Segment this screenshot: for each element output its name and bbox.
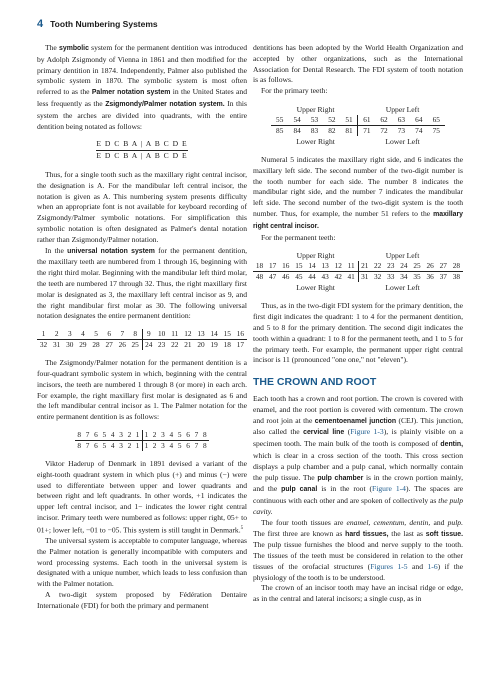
figure-1-5-link[interactable]: Figures 1-5 [370, 561, 408, 571]
tooth-number-cell: 84 [293, 125, 301, 135]
tooth-number-cell: 14 [306, 261, 319, 272]
tooth-number-cell: 62 [375, 115, 392, 126]
tooth-number-cell: 22 [171, 340, 179, 350]
tooth-number-cell: 27 [437, 261, 450, 272]
tooth-number-cell: 7 [83, 430, 91, 441]
paragraph-palmer-permanent: The Zsigmondy/Palmer notation for the permanent dentition is a four-quadrant symbolic system in which, beginning with the central incisors, the teeth are numbered 1 through 8 (or more) in each arch. For example, the right maxillary first molar is designated as 6 and the left mandibular central incisor as 1. The Palmer notation for the entire permanent dentition is as follows: [37, 358, 247, 422]
tooth-number-cell: 6 [103, 329, 116, 340]
tooth-number-cell: 15 [221, 329, 234, 340]
tooth-number-cell: 4 [167, 430, 175, 441]
tooth-number-cell: 31 [53, 340, 61, 350]
tooth-number-cell: 31 [361, 272, 369, 282]
arch-lower: E D C B A | A B C D E [96, 151, 188, 161]
tooth-number-cell: 46 [282, 272, 290, 282]
tooth-number-cell: 5 [102, 440, 107, 450]
tooth-number-cell: 6 [186, 440, 190, 450]
right-column [253, 43, 463, 605]
tooth-number-cell: 65 [428, 115, 445, 126]
tooth-number-cell: 9 [142, 329, 155, 340]
tooth-number-cell: 44 [308, 272, 316, 282]
tooth-number-cell: 5 [177, 440, 182, 450]
tooth-number-cell: 81 [341, 125, 358, 136]
tooth-number-cell: 24 [397, 261, 410, 272]
label-upper-right: Upper Right [296, 104, 335, 114]
tooth-number-cell: 15 [292, 261, 305, 272]
paragraph-fdi-permanent-explained: Thus, as in the two-digit FDI system for the primary dentition, the first digit indicates the quadrant: 1 to 4 for the permanent dentition, and 5 to 8 for the primary dentition. The second digit indicates the tooth within a quadrant: 1 to 8 for the permanent teeth, and 1 to 5 for the primary teeth. For example, the permanent upper right central incisor is 11 (pronounced "one one," not "eleven"). [253, 301, 463, 365]
paragraph-tooth-tissues: The four tooth tissues are enamel, cementum, dentin, and pulp. The first three are known as hard tissues, the last as soft tissue. The pulp tissue furnishes the blood and nerve supply to the tooth. The tissues of the teeth must be considered in relation to the other tissues of the orofacial structures (Figures 1-5 and 1-6) if the physiology of the tooth is to be understood. [253, 517, 464, 582]
tooth-number-cell: 48 [255, 272, 264, 282]
tooth-number-cell: 30 [66, 340, 74, 350]
tooth-number-cell: 13 [195, 329, 208, 340]
tooth-number-cell: 18 [223, 340, 231, 350]
fdi-permanent-lower-row [253, 272, 463, 283]
tooth-number-cell: 8 [75, 430, 83, 441]
section-title-crown-root: THE CROWN AND ROOT [253, 376, 377, 389]
zsigmondy-primary-notation [37, 139, 247, 162]
tooth-number-cell: 8 [129, 329, 142, 340]
tooth-number-cell: 23 [384, 261, 397, 272]
label-perm-upper-left: Upper Left [385, 251, 420, 261]
paragraph-fdi-intro: A two-digit system proposed by Fédération Dentaire Internationale (FDI) for both the primary and permanent [37, 590, 247, 610]
tooth-number-cell: 6 [184, 430, 192, 441]
tooth-number-cell: 36 [426, 272, 434, 282]
tooth-number-cell: 8 [202, 440, 207, 450]
primary-teeth-label: For the primary teeth: [261, 86, 328, 96]
tooth-number-cell: 3 [159, 430, 167, 441]
tooth-number-cell: 5 [176, 430, 184, 441]
fdi-primary-lower-row [271, 125, 445, 136]
tooth-number-cell: 82 [328, 125, 336, 135]
tooth-number-cell: 14 [208, 329, 221, 340]
paragraph-symbolic-example: Thus, for a single tooth such as the maxillary right central incisor, the designation is A. For the mandibular left central incisor, the notation is given as A. This numbering system presents difficulty when an appropriate font is not available for keyboard recording of Zsigmondy/Palmer symbolic notations. For simplification this symbolic notation is often designated as Palmer's dental notation rather than Zsigmondy/Palmer notation. [37, 169, 247, 244]
figure-1-6-link[interactable]: 1-6 [427, 561, 438, 571]
tooth-number-cell: 27 [105, 340, 113, 350]
left-column [37, 43, 247, 612]
arch-upper: E D C B A | A B C D E [96, 139, 188, 149]
tooth-number-cell: 75 [432, 125, 440, 135]
tooth-number-cell: 2 [50, 329, 63, 340]
tooth-number-cell: 21 [184, 340, 192, 350]
tooth-number-cell: 6 [92, 430, 100, 441]
tooth-number-cell: 41 [345, 272, 358, 283]
tooth-number-cell: 4 [76, 329, 89, 340]
tooth-number-cell: 54 [288, 115, 305, 126]
label-perm-lower-right: Lower Right [296, 283, 335, 293]
tooth-number-cell: 47 [269, 272, 277, 282]
tooth-number-cell: 25 [129, 340, 142, 351]
label-perm-upper-right: Upper Right [296, 251, 335, 261]
fdi-primary-upper-row [271, 115, 445, 126]
paragraph-fdi-adoption: dentitions has been adopted by the World Health Organization and accepted by other organizations, such as the International Association for Dental Research. The FDI system of tooth notation is as follows. [253, 43, 463, 85]
tooth-number-cell: 34 [400, 272, 408, 282]
tooth-number-cell: 3 [117, 430, 125, 441]
label-lower-right: Lower Right [296, 136, 335, 146]
tooth-number-cell: 8 [201, 430, 209, 441]
page-header [37, 17, 158, 31]
tooth-number-cell: 61 [358, 115, 375, 126]
tooth-number-cell: 22 [371, 261, 384, 272]
tooth-number-cell: 28 [450, 261, 463, 272]
tooth-number-cell: 7 [116, 329, 129, 340]
page-number: 4 [37, 18, 44, 30]
tooth-number-cell: 1 [134, 440, 142, 451]
tooth-number-cell: 51 [341, 115, 358, 126]
tooth-number-cell: 4 [110, 440, 115, 450]
palmer-upper-row [75, 430, 209, 441]
palmer-lower-row [75, 440, 209, 451]
paragraph-universal-system: In the universal notation system for the permanent dentition, the maxillary teeth are numbered from 1 through 16, beginning with the right third molar. Beginning with the mandibular left third molar, the teeth are numbered 17 through 32. Thus, the right maxillary first molar is designated as 3, the maxillary left central incisor as 9, and the right mandibular first molar as 30. The following universal notation designates the entire permanent dentition: [37, 245, 248, 321]
tooth-number-cell: 71 [363, 125, 371, 135]
fdi-primary-block [253, 104, 463, 147]
tooth-number-cell: 1 [142, 430, 150, 441]
tooth-number-cell: 55 [271, 115, 288, 126]
tooth-number-cell: 11 [168, 329, 181, 340]
tooth-number-cell: 72 [380, 125, 388, 135]
fdi-permanent-block [253, 250, 463, 293]
tooth-number-cell: 1 [144, 440, 149, 450]
tooth-number-cell: 83 [310, 125, 319, 135]
paragraph-computer-compat: The universal system is acceptable to computer language, whereas the Palmer notation is generally incompatible with computers and word processing systems. Each tooth in the universal system is designated with a unique number, which leads to less confusion than with the Palmer notation. [37, 536, 247, 589]
tooth-number-cell: 2 [125, 430, 133, 441]
tooth-number-cell: 17 [266, 261, 279, 272]
paragraph-crown-incisor: The crown of an incisor tooth may have an incisal ridge or edge, as in the central and lateral incisors; a single cusp, as in [253, 583, 463, 604]
tooth-number-cell: 28 [92, 340, 100, 350]
tooth-number-cell: 5 [90, 329, 103, 340]
tooth-number-cell: 35 [413, 272, 421, 282]
tooth-number-cell: 32 [39, 340, 48, 350]
tooth-number-cell: 7 [194, 440, 199, 450]
tooth-number-cell: 26 [118, 340, 126, 350]
permanent-teeth-label: For the permanent teeth: [261, 232, 336, 242]
tooth-number-cell: 52 [323, 115, 340, 126]
figure-1-4-link[interactable]: Figure 1-4 [372, 484, 406, 494]
palmer-permanent-table [37, 430, 247, 451]
tooth-number-cell: 26 [424, 261, 437, 272]
tooth-number-cell: 16 [234, 329, 247, 340]
tooth-number-cell: 24 [145, 340, 153, 350]
tooth-number-cell: 42 [334, 272, 342, 282]
tooth-number-cell: 10 [155, 329, 168, 340]
tooth-number-cell: 37 [439, 272, 447, 282]
tooth-number-cell: 4 [109, 430, 117, 441]
tooth-number-cell: 53 [306, 115, 323, 126]
tooth-number-cell: 2 [152, 440, 157, 450]
fdi-permanent-upper-row [253, 261, 463, 272]
tooth-number-cell: 38 [452, 272, 461, 282]
tooth-number-cell: 3 [119, 440, 123, 450]
tooth-number-cell: 19 [210, 340, 218, 350]
paragraph-crown-root: Each tooth has a crown and root portion. The crown is covered with enamel, and the root portion is covered with cementum. The crown and root join at the cementoenamel junction (CEJ). This junction, also called the cervical line (Figure 1-3), is plainly visible on a specimen tooth. The main bulk of the tooth is composed of dentin, which is clear in a cross section of the tooth. This cross section displays a pulp chamber and a pulp canal, which normally contain the pulp tissue. The pulp chamber is in the crown portion mainly, and the pulp canal is in the root (Figure 1-4). The spaces are continuous with each other and are spoken of collectively as the pulp cavity. [253, 393, 463, 516]
tooth-number-cell: 1 [37, 329, 50, 340]
tooth-number-cell: 43 [321, 272, 329, 282]
tooth-number-cell: 74 [415, 125, 423, 135]
tooth-number-cell: 45 [295, 272, 303, 282]
tooth-number-cell: 18 [253, 261, 266, 272]
tooth-number-cell: 63 [393, 115, 410, 126]
paragraph-symbolic-system: The symbolic system for the permanent dentition was introduced by Adolph Zsigmondy of Vienna in 1861 and then modified for the primary dentition in 1874. Independently, Palmer also published the symbolic system in 1870. The symbolic system is most often referred to as the Palmer notation system in the United States and less frequently as the Zsigmondy/Palmer notation system. In this system the arches are divided into quadrants, with the entire dentition being notated as follows: [37, 43, 247, 131]
tooth-number-cell: 20 [197, 340, 205, 350]
tooth-number-cell: 2 [127, 440, 132, 450]
tooth-number-cell: 7 [85, 440, 90, 450]
universal-lower-row [37, 340, 247, 351]
running-title: Tooth Numbering Systems [50, 19, 158, 29]
tooth-number-cell: 73 [397, 125, 406, 135]
universal-upper-row [37, 329, 247, 340]
tooth-number-cell: 11 [345, 261, 358, 272]
figure-1-3-link[interactable]: Figure 1-3 [350, 427, 384, 437]
tooth-number-cell: 5 [100, 430, 108, 441]
paragraph-fdi-primary-explained: Numeral 5 indicates the maxillary right side, and 6 indicates the maxillary left side. The second number of the two-digit number is the tooth number for each side. The number 8 indicates the mandibular right side, and the number 7 indicates the mandibular left side. The second number of the two-digit system is the tooth number. Thus, for example, the number 51 refers to the maxillary right central incisor. [253, 154, 463, 230]
tooth-number-cell: 12 [181, 329, 194, 340]
tooth-number-cell: 21 [358, 261, 371, 272]
tooth-number-cell: 3 [161, 440, 165, 450]
paragraph-haderup: Viktor Haderup of Denmark in 1891 devised a variant of the eight-tooth quadrant system in which plus (+) and minus (−) were used to differentiate between upper and lower quadrants and between right and left quadrants. In other words, +1 indicates the upper left central incisor, and 1− indicates the lower right central incisor. Primary teeth were numbered as follows: upper right, 05+ to 01+; lower left, −01 to −05. This system is still taught in Denmark.$^5$ [37, 458, 247, 535]
label-lower-left: Lower Left [385, 136, 420, 146]
universal-notation-table [37, 329, 247, 350]
tooth-number-cell: 33 [387, 272, 395, 282]
tooth-number-cell: 2 [150, 430, 158, 441]
tooth-number-cell: 4 [169, 440, 174, 450]
tooth-number-cell: 13 [319, 261, 332, 272]
tooth-number-cell: 25 [411, 261, 424, 272]
tooth-number-cell: 64 [410, 115, 427, 126]
tooth-number-cell: 29 [79, 340, 87, 350]
tooth-number-cell: 3 [63, 329, 76, 340]
tooth-number-cell: 16 [279, 261, 292, 272]
tooth-number-cell: 32 [374, 272, 382, 282]
label-upper-left: Upper Left [385, 104, 420, 114]
tooth-number-cell: 8 [77, 440, 82, 450]
tooth-number-cell: 6 [94, 440, 98, 450]
tooth-number-cell: 7 [192, 430, 200, 441]
tooth-number-cell: 85 [276, 125, 284, 135]
tooth-number-cell: 23 [158, 340, 166, 350]
tooth-number-cell: 1 [134, 430, 142, 441]
label-perm-lower-left: Lower Left [385, 283, 420, 293]
tooth-number-cell: 17 [236, 340, 245, 350]
tooth-number-cell: 12 [332, 261, 345, 272]
